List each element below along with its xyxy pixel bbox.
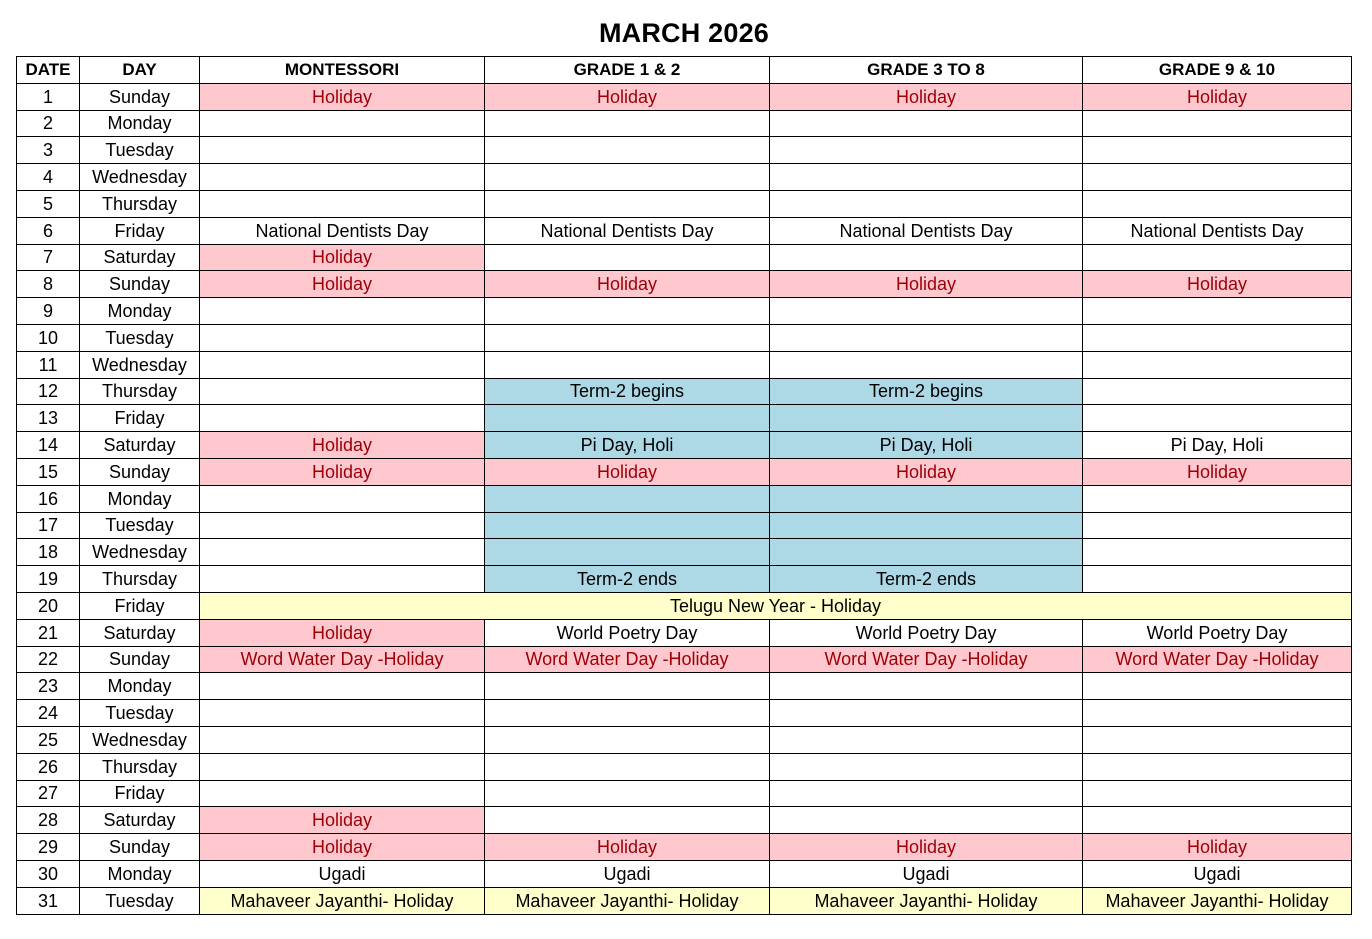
event-cell-grade-9-10 bbox=[1083, 324, 1352, 351]
event-cell-grade-3-8 bbox=[770, 512, 1083, 539]
table-row bbox=[17, 190, 1352, 217]
event-cell-grade-9-10: Holiday bbox=[1083, 834, 1352, 861]
table-row bbox=[17, 83, 1352, 110]
calendar-body bbox=[17, 83, 1352, 914]
date-cell: 31 bbox=[17, 887, 80, 914]
event-cell-grade-9-10 bbox=[1083, 753, 1352, 780]
date-cell: 5 bbox=[17, 190, 80, 217]
table-row bbox=[17, 539, 1352, 566]
event-cell-grade-3-8: National Dentists Day bbox=[770, 217, 1083, 244]
event-cell-grade-3-8: Term-2 begins bbox=[770, 378, 1083, 405]
day-cell: Thursday bbox=[80, 566, 200, 593]
event-cell-grade-3-8 bbox=[770, 700, 1083, 727]
event-cell-grade-3-8 bbox=[770, 324, 1083, 351]
event-cell-grade-9-10 bbox=[1083, 405, 1352, 432]
event-cell-grade-3-8 bbox=[770, 807, 1083, 834]
event-cell-montessori bbox=[200, 700, 485, 727]
day-cell: Wednesday bbox=[80, 726, 200, 753]
event-cell-grade-9-10: Holiday bbox=[1083, 458, 1352, 485]
date-cell: 3 bbox=[17, 137, 80, 164]
event-cell-grade-9-10 bbox=[1083, 164, 1352, 191]
date-cell: 23 bbox=[17, 673, 80, 700]
date-cell: 17 bbox=[17, 512, 80, 539]
event-cell-grade-3-8 bbox=[770, 780, 1083, 807]
day-cell: Tuesday bbox=[80, 137, 200, 164]
date-cell: 9 bbox=[17, 298, 80, 325]
event-cell-grade-1-2 bbox=[485, 190, 770, 217]
event-cell-grade-9-10: Holiday bbox=[1083, 83, 1352, 110]
event-cell-grade-3-8 bbox=[770, 110, 1083, 137]
event-cell-grade-1-2: Ugadi bbox=[485, 860, 770, 887]
event-cell-grade-9-10: Holiday bbox=[1083, 271, 1352, 298]
event-cell-grade-1-2: Pi Day, Holi bbox=[485, 432, 770, 459]
event-cell-grade-9-10: Mahaveer Jayanthi- Holiday bbox=[1083, 887, 1352, 914]
table-row bbox=[17, 137, 1352, 164]
day-cell: Tuesday bbox=[80, 887, 200, 914]
event-cell-grade-3-8 bbox=[770, 164, 1083, 191]
table-row bbox=[17, 646, 1352, 673]
event-cell-grade-1-2 bbox=[485, 807, 770, 834]
event-cell-grade-1-2 bbox=[485, 298, 770, 325]
event-cell-grade-9-10 bbox=[1083, 485, 1352, 512]
event-cell-grade-1-2 bbox=[485, 244, 770, 271]
event-cell-grade-9-10 bbox=[1083, 726, 1352, 753]
table-row bbox=[17, 351, 1352, 378]
event-cell-grade-3-8: Term-2 ends bbox=[770, 566, 1083, 593]
event-cell-grade-9-10 bbox=[1083, 110, 1352, 137]
table-row bbox=[17, 512, 1352, 539]
event-cell-grade-9-10 bbox=[1083, 378, 1352, 405]
event-cell-grade-3-8 bbox=[770, 485, 1083, 512]
table-row bbox=[17, 780, 1352, 807]
event-cell-grade-3-8: World Poetry Day bbox=[770, 619, 1083, 646]
event-cell-grade-9-10: Ugadi bbox=[1083, 860, 1352, 887]
table-row bbox=[17, 834, 1352, 861]
date-cell: 29 bbox=[17, 834, 80, 861]
table-row bbox=[17, 217, 1352, 244]
event-cell-montessori: Holiday bbox=[200, 807, 485, 834]
event-cell-grade-1-2 bbox=[485, 539, 770, 566]
day-cell: Friday bbox=[80, 405, 200, 432]
event-cell-grade-3-8 bbox=[770, 673, 1083, 700]
date-cell: 4 bbox=[17, 164, 80, 191]
date-cell: 18 bbox=[17, 539, 80, 566]
event-cell-grade-3-8 bbox=[770, 190, 1083, 217]
event-cell-montessori bbox=[200, 539, 485, 566]
table-row bbox=[17, 673, 1352, 700]
event-cell-grade-1-2 bbox=[485, 110, 770, 137]
date-cell: 19 bbox=[17, 566, 80, 593]
event-cell-grade-1-2 bbox=[485, 164, 770, 191]
date-cell: 8 bbox=[17, 271, 80, 298]
day-cell: Sunday bbox=[80, 271, 200, 298]
day-cell: Monday bbox=[80, 860, 200, 887]
event-cell-grade-3-8 bbox=[770, 351, 1083, 378]
date-cell: 20 bbox=[17, 592, 80, 619]
event-cell-grade-1-2 bbox=[485, 324, 770, 351]
table-row bbox=[17, 887, 1352, 914]
event-cell-montessori bbox=[200, 673, 485, 700]
day-cell: Thursday bbox=[80, 190, 200, 217]
event-cell-grade-9-10 bbox=[1083, 807, 1352, 834]
day-cell: Saturday bbox=[80, 807, 200, 834]
header-grade-3-8: GRADE 3 TO 8 bbox=[770, 57, 1083, 84]
event-cell-all-grades: Telugu New Year - Holiday bbox=[200, 592, 1352, 619]
date-cell: 12 bbox=[17, 378, 80, 405]
date-cell: 28 bbox=[17, 807, 80, 834]
header-montessori: MONTESSORI bbox=[200, 57, 485, 84]
table-row bbox=[17, 271, 1352, 298]
table-row bbox=[17, 485, 1352, 512]
date-cell: 30 bbox=[17, 860, 80, 887]
event-cell-grade-3-8: Mahaveer Jayanthi- Holiday bbox=[770, 887, 1083, 914]
event-cell-montessori bbox=[200, 512, 485, 539]
event-cell-grade-9-10 bbox=[1083, 566, 1352, 593]
event-cell-grade-1-2 bbox=[485, 405, 770, 432]
event-cell-montessori bbox=[200, 298, 485, 325]
event-cell-montessori bbox=[200, 753, 485, 780]
event-cell-grade-1-2 bbox=[485, 700, 770, 727]
event-cell-montessori: Holiday bbox=[200, 244, 485, 271]
event-cell-grade-3-8: Holiday bbox=[770, 834, 1083, 861]
table-row bbox=[17, 244, 1352, 271]
event-cell-montessori: Ugadi bbox=[200, 860, 485, 887]
day-cell: Sunday bbox=[80, 646, 200, 673]
table-row bbox=[17, 566, 1352, 593]
table-row bbox=[17, 324, 1352, 351]
day-cell: Friday bbox=[80, 780, 200, 807]
event-cell-grade-1-2: Holiday bbox=[485, 83, 770, 110]
event-cell-montessori bbox=[200, 485, 485, 512]
event-cell-grade-3-8 bbox=[770, 244, 1083, 271]
day-cell: Tuesday bbox=[80, 324, 200, 351]
date-cell: 25 bbox=[17, 726, 80, 753]
event-cell-grade-1-2: Holiday bbox=[485, 458, 770, 485]
event-cell-montessori: Holiday bbox=[200, 432, 485, 459]
event-cell-montessori bbox=[200, 137, 485, 164]
event-cell-grade-3-8 bbox=[770, 298, 1083, 325]
event-cell-grade-1-2: Holiday bbox=[485, 271, 770, 298]
event-cell-grade-9-10 bbox=[1083, 673, 1352, 700]
event-cell-grade-3-8 bbox=[770, 726, 1083, 753]
event-cell-grade-9-10 bbox=[1083, 512, 1352, 539]
event-cell-grade-3-8: Word Water Day -Holiday bbox=[770, 646, 1083, 673]
event-cell-montessori: Holiday bbox=[200, 834, 485, 861]
event-cell-grade-3-8 bbox=[770, 137, 1083, 164]
event-cell-grade-3-8: Holiday bbox=[770, 271, 1083, 298]
event-cell-grade-9-10 bbox=[1083, 780, 1352, 807]
event-cell-grade-1-2 bbox=[485, 780, 770, 807]
table-row bbox=[17, 592, 1352, 619]
table-row bbox=[17, 432, 1352, 459]
date-cell: 14 bbox=[17, 432, 80, 459]
event-cell-grade-3-8: Ugadi bbox=[770, 860, 1083, 887]
event-cell-montessori bbox=[200, 351, 485, 378]
event-cell-grade-1-2 bbox=[485, 137, 770, 164]
event-cell-grade-9-10 bbox=[1083, 539, 1352, 566]
table-row bbox=[17, 298, 1352, 325]
day-cell: Sunday bbox=[80, 83, 200, 110]
event-cell-grade-3-8 bbox=[770, 405, 1083, 432]
date-cell: 26 bbox=[17, 753, 80, 780]
event-cell-montessori: Holiday bbox=[200, 458, 485, 485]
event-cell-montessori bbox=[200, 566, 485, 593]
event-cell-montessori bbox=[200, 110, 485, 137]
date-cell: 6 bbox=[17, 217, 80, 244]
event-cell-montessori bbox=[200, 726, 485, 753]
day-cell: Sunday bbox=[80, 834, 200, 861]
day-cell: Monday bbox=[80, 110, 200, 137]
event-cell-montessori: National Dentists Day bbox=[200, 217, 485, 244]
event-cell-montessori bbox=[200, 780, 485, 807]
event-cell-montessori bbox=[200, 324, 485, 351]
event-cell-grade-9-10 bbox=[1083, 351, 1352, 378]
day-cell: Tuesday bbox=[80, 700, 200, 727]
event-cell-grade-3-8 bbox=[770, 753, 1083, 780]
event-cell-grade-3-8 bbox=[770, 539, 1083, 566]
event-cell-grade-9-10: Word Water Day -Holiday bbox=[1083, 646, 1352, 673]
header-day: DAY bbox=[80, 57, 200, 84]
day-cell: Saturday bbox=[80, 619, 200, 646]
event-cell-montessori bbox=[200, 378, 485, 405]
day-cell: Monday bbox=[80, 673, 200, 700]
date-cell: 21 bbox=[17, 619, 80, 646]
event-cell-grade-3-8: Holiday bbox=[770, 83, 1083, 110]
header-grade-1-2: GRADE 1 & 2 bbox=[485, 57, 770, 84]
event-cell-grade-9-10 bbox=[1083, 298, 1352, 325]
event-cell-grade-1-2: Word Water Day -Holiday bbox=[485, 646, 770, 673]
event-cell-montessori: Holiday bbox=[200, 83, 485, 110]
event-cell-grade-3-8: Pi Day, Holi bbox=[770, 432, 1083, 459]
day-cell: Thursday bbox=[80, 753, 200, 780]
event-cell-grade-9-10 bbox=[1083, 244, 1352, 271]
date-cell: 7 bbox=[17, 244, 80, 271]
table-row bbox=[17, 726, 1352, 753]
event-cell-montessori: Holiday bbox=[200, 271, 485, 298]
event-cell-montessori bbox=[200, 405, 485, 432]
event-cell-grade-1-2 bbox=[485, 753, 770, 780]
table-row bbox=[17, 619, 1352, 646]
event-cell-grade-9-10 bbox=[1083, 190, 1352, 217]
date-cell: 27 bbox=[17, 780, 80, 807]
day-cell: Wednesday bbox=[80, 539, 200, 566]
table-row bbox=[17, 860, 1352, 887]
event-cell-grade-9-10 bbox=[1083, 700, 1352, 727]
header-date: DATE bbox=[17, 57, 80, 84]
event-cell-montessori: Mahaveer Jayanthi- Holiday bbox=[200, 887, 485, 914]
header-grade-9-10: GRADE 9 & 10 bbox=[1083, 57, 1352, 84]
event-cell-montessori bbox=[200, 190, 485, 217]
date-cell: 16 bbox=[17, 485, 80, 512]
event-cell-grade-9-10: Pi Day, Holi bbox=[1083, 432, 1352, 459]
date-cell: 11 bbox=[17, 351, 80, 378]
day-cell: Saturday bbox=[80, 432, 200, 459]
event-cell-montessori bbox=[200, 164, 485, 191]
event-cell-grade-9-10: World Poetry Day bbox=[1083, 619, 1352, 646]
event-cell-grade-1-2 bbox=[485, 351, 770, 378]
event-cell-montessori: Holiday bbox=[200, 619, 485, 646]
date-cell: 13 bbox=[17, 405, 80, 432]
day-cell: Monday bbox=[80, 485, 200, 512]
table-row bbox=[17, 405, 1352, 432]
event-cell-grade-1-2: Term-2 ends bbox=[485, 566, 770, 593]
event-cell-grade-9-10 bbox=[1083, 137, 1352, 164]
table-row bbox=[17, 807, 1352, 834]
day-cell: Sunday bbox=[80, 458, 200, 485]
date-cell: 15 bbox=[17, 458, 80, 485]
day-cell: Tuesday bbox=[80, 512, 200, 539]
event-cell-grade-1-2 bbox=[485, 485, 770, 512]
date-cell: 1 bbox=[17, 83, 80, 110]
table-row bbox=[17, 458, 1352, 485]
calendar-table bbox=[16, 56, 1352, 915]
event-cell-grade-1-2: Term-2 begins bbox=[485, 378, 770, 405]
day-cell: Wednesday bbox=[80, 351, 200, 378]
day-cell: Monday bbox=[80, 298, 200, 325]
table-row bbox=[17, 110, 1352, 137]
event-cell-grade-1-2: National Dentists Day bbox=[485, 217, 770, 244]
event-cell-grade-1-2: Holiday bbox=[485, 834, 770, 861]
date-cell: 24 bbox=[17, 700, 80, 727]
date-cell: 2 bbox=[17, 110, 80, 137]
day-cell: Friday bbox=[80, 592, 200, 619]
day-cell: Thursday bbox=[80, 378, 200, 405]
event-cell-montessori: Word Water Day -Holiday bbox=[200, 646, 485, 673]
date-cell: 22 bbox=[17, 646, 80, 673]
event-cell-grade-3-8: Holiday bbox=[770, 458, 1083, 485]
header-row bbox=[17, 57, 1352, 84]
table-row bbox=[17, 164, 1352, 191]
event-cell-grade-1-2 bbox=[485, 673, 770, 700]
event-cell-grade-1-2 bbox=[485, 512, 770, 539]
date-cell: 10 bbox=[17, 324, 80, 351]
day-cell: Friday bbox=[80, 217, 200, 244]
event-cell-grade-1-2: World Poetry Day bbox=[485, 619, 770, 646]
table-row bbox=[17, 753, 1352, 780]
page-title: MARCH 2026 bbox=[598, 18, 770, 48]
table-row bbox=[17, 700, 1352, 727]
table-row bbox=[17, 378, 1352, 405]
event-cell-grade-1-2: Mahaveer Jayanthi- Holiday bbox=[485, 887, 770, 914]
event-cell-grade-1-2 bbox=[485, 726, 770, 753]
event-cell-grade-9-10: National Dentists Day bbox=[1083, 217, 1352, 244]
day-cell: Wednesday bbox=[80, 164, 200, 191]
day-cell: Saturday bbox=[80, 244, 200, 271]
